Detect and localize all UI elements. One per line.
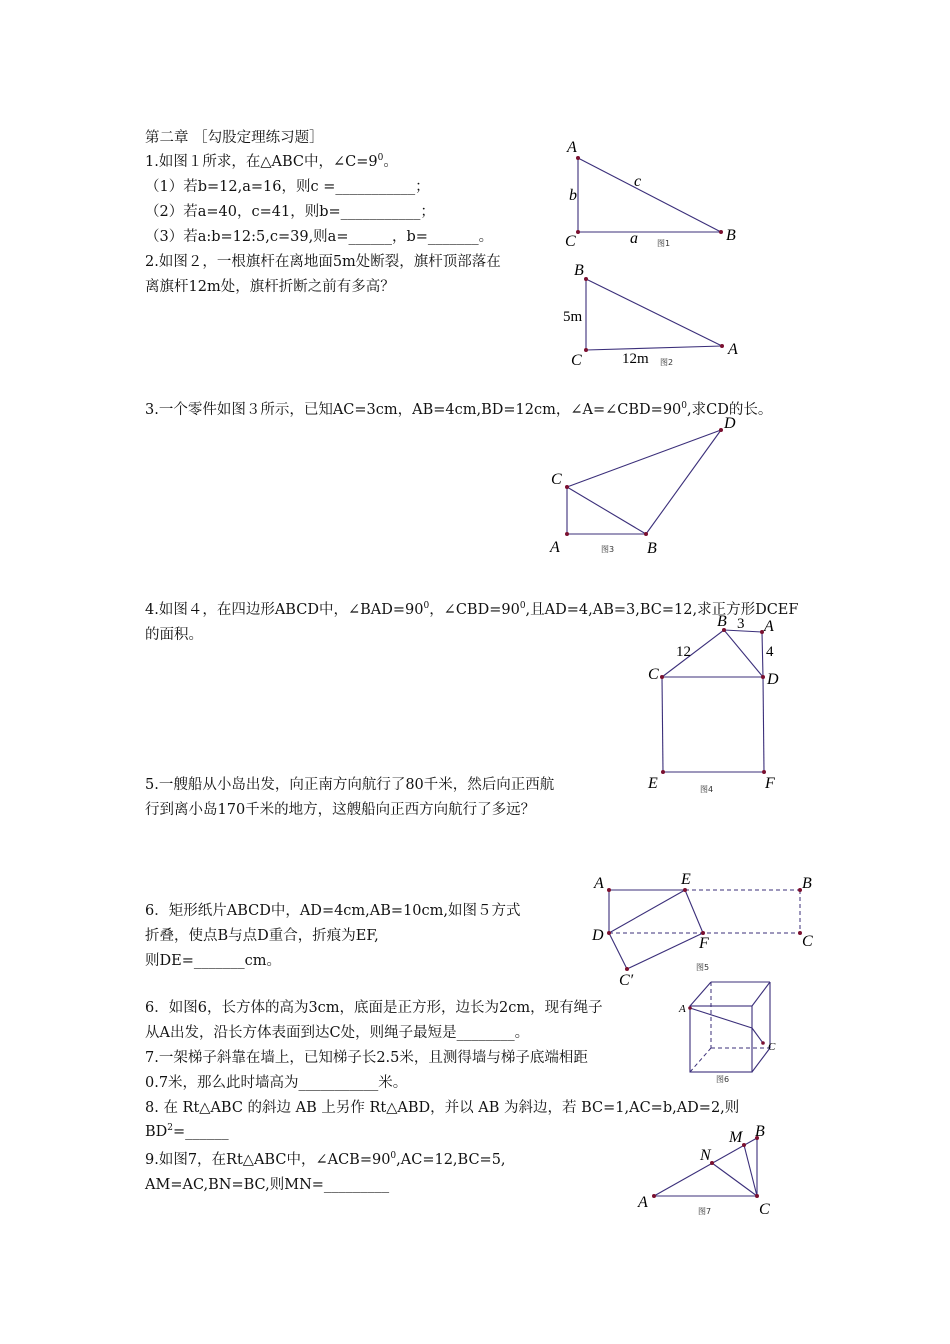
fig4-label-4: 4: [766, 644, 774, 660]
fig2-point-a: [720, 344, 724, 348]
fig4-side-ce: [662, 677, 663, 772]
fig6-rope-side: [752, 1028, 763, 1043]
fig1-label-a: A: [567, 139, 577, 156]
fig4-caption: 图4: [700, 785, 714, 794]
fig1-label-side-c: c: [634, 173, 642, 190]
q3-text-a: 3.一个零件如图３所示，已知AC=3cm，AB=4cm,BD=12cm，∠A=∠CBD=90: [145, 402, 682, 418]
fig3-side-cb: [567, 487, 646, 534]
fig5-point-e: [683, 888, 687, 892]
fig6-label-a: A: [679, 1003, 686, 1015]
fig5-label-e: E: [681, 871, 691, 888]
q5-line2: 行到离小岛170千米的地方，这艘船向正西方向航行了多远？: [145, 802, 536, 818]
fig4-label-12: 12: [676, 644, 691, 660]
q1-stem-text: 1.如图１所求，在△ABC中，∠C=9: [145, 154, 378, 170]
q8-blank: =______: [173, 1124, 229, 1140]
fig7-point-c: [755, 1194, 759, 1198]
fig4-label-f: F: [765, 775, 775, 792]
fig4-label-a: A: [764, 618, 774, 635]
fig3-label-a: A: [550, 539, 560, 556]
q6b-line1: 6．如图6，长方体的高为3cm，底面是正方形，边长为2cm，现有绳子: [145, 1000, 603, 1016]
fig5-crease-ef: [685, 890, 703, 933]
q9-text-b: ,AC=12,BC=5,: [396, 1152, 506, 1168]
fig3-label-d: D: [724, 415, 736, 432]
figure-3: [549, 415, 736, 557]
fig5-point-d: [607, 931, 611, 935]
fig3-point-a: [565, 532, 569, 536]
fig6-point-a: [688, 1006, 692, 1010]
fig1-label-b: B: [726, 227, 736, 244]
fig3-point-c: [565, 485, 569, 489]
q4-line2: 的面积。: [145, 627, 203, 643]
q4-text-c: ,且AD=4,AB=3,BC=12,求正方形DCEF: [525, 602, 799, 618]
fig3-side-bd: [646, 430, 721, 534]
fig1-label-side-b: b: [569, 187, 577, 204]
q1-degree: 0: [377, 153, 384, 164]
fig5-line-de: [609, 890, 685, 933]
fig4-point-d: [761, 675, 765, 679]
fig1-label-side-a: a: [630, 230, 638, 247]
q8-line1: 8. 在 Rt△ABC 的斜边 AB 上另作 Rt△ABD，并以 AB 为斜边，若 BC=1,AC=b,AD=2,则: [145, 1100, 740, 1116]
fig2-label-b: B: [574, 262, 584, 279]
fig4-point-c: [660, 675, 664, 679]
fig4-label-d: D: [767, 671, 779, 688]
figure-2: [563, 262, 738, 369]
q2-line1: 2.如图２，一根旗杆在离地面5m处断裂，旗杆顶部落在: [145, 254, 501, 270]
figure-1: [565, 139, 736, 250]
fig4-side-bc: [662, 630, 724, 677]
fig6-caption: 图6: [716, 1075, 730, 1084]
fig6-edge-bl-hidden: [690, 1048, 711, 1072]
fig3-point-d: [719, 428, 723, 432]
fig1-label-c: C: [565, 233, 576, 250]
q1-sub3: （3）若a:b=12:5,c=39,则a=______，b=_______。: [145, 229, 494, 245]
fig5-line-c2f: [627, 933, 703, 969]
fig3-side-cd: [567, 430, 721, 487]
q2-line2: 离旗杆12m处，旗杆折断之前有多高？: [145, 279, 395, 295]
fig3-caption: 图3: [601, 545, 615, 554]
fig7-label-n: N: [700, 1147, 711, 1164]
fig5-caption: 图5: [696, 963, 710, 972]
fig2-point-b: [584, 277, 588, 281]
q8-bd: BD: [145, 1124, 168, 1140]
fig5-label-d: D: [592, 927, 604, 944]
figure-7: [637, 1123, 770, 1218]
fig4-side-ad: [762, 632, 763, 677]
fig5-label-b: B: [802, 875, 812, 892]
q3-text-b: ,求CD的长。: [687, 402, 773, 418]
fig4-side-bd: [724, 630, 763, 677]
figure-4: [647, 613, 779, 794]
fig1-caption: 图1: [657, 239, 671, 248]
q4-text-a: 4.如图４，在四边形ABCD中，∠BAD=90: [145, 602, 424, 618]
fig7-label-c: C: [759, 1201, 770, 1218]
q1-sub2: （2）若a=40，c=41，则b=___________；: [145, 204, 435, 220]
q7-line1: 7.一架梯子斜靠在墙上，已知梯子长2.5米，且测得墙与梯子底端相距: [145, 1050, 588, 1066]
q5-line1: 5.一艘船从小岛出发，向正南方向航行了80千米，然后向正西航: [145, 777, 555, 793]
q3-degree: 0: [681, 401, 688, 412]
fig2-caption: 图2: [660, 358, 674, 367]
fig2-label-a: A: [728, 341, 738, 358]
fig5-label-c: C: [802, 933, 813, 950]
fig2-label-12m: 12m: [622, 351, 649, 367]
q9-text-a: 9.如图7，在Rt△ABC中，∠ACB=90: [145, 1152, 391, 1168]
q4-degree-1: 0: [423, 601, 430, 612]
q9-degree: 0: [390, 1151, 397, 1162]
q6a-line1: 6．矩形纸片ABCD中，AD=4cm,AB=10cm,如图５方式: [145, 903, 521, 919]
q1-sub1: （1）若b=12,a=16，则c =___________；: [145, 179, 430, 195]
fig3-label-b: B: [647, 540, 657, 557]
fig7-label-m: M: [729, 1129, 743, 1146]
fig3-point-b: [644, 532, 648, 536]
fig5-point-a: [607, 888, 611, 892]
fig6-edge-tl: [690, 982, 711, 1006]
fig7-caption: 图7: [698, 1207, 712, 1216]
figure-6: [678, 982, 776, 1084]
fig7-label-b: B: [755, 1123, 765, 1140]
q8-square: 2: [167, 1123, 174, 1134]
fig1-side-c: [578, 158, 721, 232]
fig1-point-b: [719, 230, 723, 234]
fig3-label-c: C: [551, 471, 562, 488]
fig1-point-a: [576, 156, 580, 160]
fig5-label-a: A: [594, 875, 604, 892]
fig2-point-c: [584, 348, 588, 352]
fig4-point-e: [661, 770, 665, 774]
fig2-ground: [586, 346, 722, 350]
q6b-line2: 从A出发，沿长方体表面到达C处，则绳子最短是________。: [145, 1025, 530, 1041]
fig5-point-c-prime: [625, 967, 629, 971]
fig5-label-c-prime: C′: [619, 972, 634, 989]
fig6-rope-front: [690, 1008, 752, 1028]
q4-degree-2: 0: [519, 601, 526, 612]
q7-line2: 0.7米，那么此时墙高为___________米。: [145, 1075, 408, 1091]
fig5-label-f: F: [699, 935, 709, 952]
fig2-label-c: C: [571, 352, 582, 369]
fig4-label-e: E: [648, 775, 658, 792]
q6a-line3: 则DE=_______cm。: [145, 953, 281, 969]
q9-line2: AM=AC,BN=BC,则MN=_________: [145, 1177, 390, 1193]
fig4-point-f: [762, 770, 766, 774]
fig2-label-5m: 5m: [563, 309, 583, 325]
q1-stem-end: 。: [383, 154, 398, 170]
fig6-label-c: C: [768, 1041, 776, 1053]
fig2-broken-top: [586, 279, 722, 346]
fig4-label-3: 3: [737, 616, 745, 632]
fig4-label-c: C: [648, 666, 659, 683]
figure-5: [591, 871, 813, 989]
fig6-point-c: [761, 1041, 765, 1045]
fig5-line-dc2: [609, 933, 627, 969]
q4-text-b: ，∠CBD=90: [429, 602, 520, 618]
fig7-point-a: [652, 1194, 656, 1198]
fig6-edge-tr: [752, 982, 770, 1006]
chapter-header: 第二章 ［勾股定理练习题］: [145, 130, 324, 146]
fig6-front-face: [690, 1006, 752, 1072]
fig1-point-c: [576, 230, 580, 234]
fig4-label-b: B: [717, 613, 727, 630]
fig4-side-df: [763, 677, 764, 772]
fig7-label-a: A: [638, 1194, 648, 1211]
q6a-line2: 折叠，使点B与点D重合，折痕为EF,: [145, 928, 379, 944]
fig7-point-m: [742, 1143, 746, 1147]
